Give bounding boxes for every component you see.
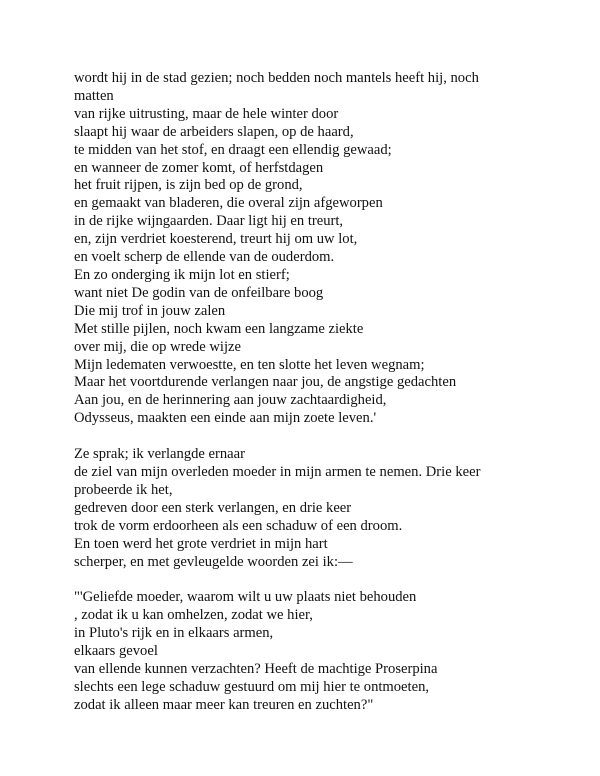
text-line: en voelt scherp de ellende van de ouderdom. — [74, 249, 335, 266]
text-line: over mij, die op wrede wijze — [74, 338, 241, 355]
text-line: trok de vorm erdoorheen als een schaduw of een droom. — [74, 517, 403, 534]
text-line: van rijke uitrusting, maar de hele winter door — [74, 105, 339, 122]
text-line: het fruit rijpen, is zijn bed op de grond, — [74, 177, 303, 194]
text-line: Aan jou, en de herinnering aan jouw zachtaardigheid, — [74, 392, 387, 409]
text-line: Ze sprak; ik verlangde ernaar — [74, 446, 245, 463]
text-line: van ellende kunnen verzachten? Heeft de machtige Proserpina — [74, 661, 438, 678]
text-line: matten — [74, 87, 114, 104]
text-line: Mijn ledematen verwoestte, en ten slotte het leven wegnam; — [74, 356, 425, 373]
poem-text — [74, 70, 574, 715]
stanza — [74, 70, 574, 428]
text-line: in Pluto's rijk en in elkaars armen, — [74, 625, 274, 642]
text-line: probeerde ik het, — [74, 481, 173, 498]
text-line: Met stille pijlen, noch kwam een langzame ziekte — [74, 320, 364, 337]
stanza — [74, 446, 574, 571]
text-line: scherper, en met gevleugelde woorden zei ik:— — [74, 553, 353, 570]
text-line: gedreven door een sterk verlangen, en drie keer — [74, 499, 352, 516]
text-line: in de rijke wijngaarden. Daar ligt hij en treurt, — [74, 213, 344, 230]
text-line: en, zijn verdriet koesterend, treurt hij om uw lot, — [74, 231, 358, 248]
text-line: Die mij trof in jouw zalen — [74, 302, 226, 319]
text-line: Odysseus, maakten een einde aan mijn zoete leven.' — [74, 410, 377, 427]
text-line: te midden van het stof, en draagt een ellendig gewaad; — [74, 141, 392, 158]
text-line: en wanneer de zomer komt, of herfstdagen — [74, 159, 324, 176]
text-line: En zo onderging ik mijn lot en stierf; — [74, 266, 290, 283]
text-line: de ziel van mijn overleden moeder in mijn armen te nemen. Drie keer — [74, 464, 481, 481]
text-line: wordt hij in de stad gezien; noch bedden noch mantels heeft hij, noch — [74, 70, 479, 86]
text-line: zodat ik alleen maar meer kan treuren en zuchten?" — [74, 696, 374, 713]
text-line: elkaars gevoel — [74, 643, 158, 660]
text-line: slechts een lege schaduw gestuurd om mij hier te ontmoeten, — [74, 679, 430, 695]
text-line: en gemaakt van bladeren, die overal zijn afgeworpen — [74, 195, 383, 212]
text-line: "'Geliefde moeder, waarom wilt u uw plaats niet behouden — [74, 589, 417, 606]
text-line: Maar het voortdurende verlangen naar jou, de angstige gedachten — [74, 374, 457, 391]
stanza — [74, 589, 574, 714]
text-line: slaapt hij waar de arbeiders slapen, op de haard, — [74, 123, 354, 140]
text-line: En toen werd het grote verdriet in mijn hart — [74, 535, 328, 552]
text-line: want niet De godin van de onfeilbare boog — [74, 284, 324, 301]
text-line: , zodat ik u kan omhelzen, zodat we hier, — [74, 607, 313, 624]
